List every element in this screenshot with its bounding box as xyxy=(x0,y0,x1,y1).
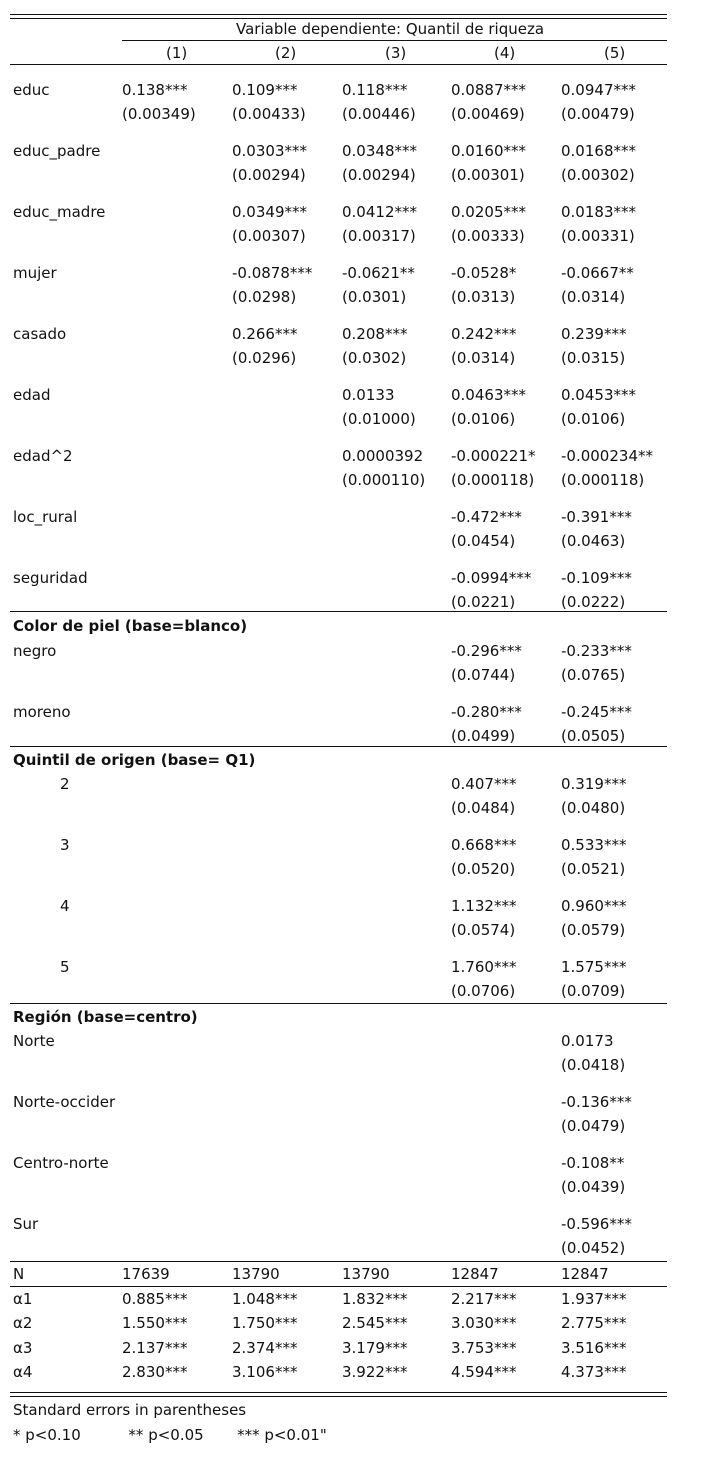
coef-cell: 0.0453*** xyxy=(561,386,636,404)
se-cell: (0.0296) xyxy=(232,349,297,367)
se-cell: (0.0706) xyxy=(451,982,516,1000)
row-label: educ_madre xyxy=(13,203,106,221)
column-header-1: (1) xyxy=(166,44,188,62)
se-cell: (0.0709) xyxy=(561,982,626,1000)
coef-cell: 0.668*** xyxy=(451,836,517,854)
se-cell: (0.0301) xyxy=(342,288,407,306)
coef-cell: 0.0183*** xyxy=(561,203,636,221)
se-cell: (0.0418) xyxy=(561,1056,626,1074)
coef-cell: 0.118*** xyxy=(342,81,408,99)
stat-label: α2 xyxy=(13,1314,33,1332)
coef-cell: 0.109*** xyxy=(232,81,298,99)
coef-cell: -0.108** xyxy=(561,1154,625,1172)
row-label: 4 xyxy=(60,897,70,915)
coef-cell: 0.0205*** xyxy=(451,203,526,221)
stats-n-rule xyxy=(10,1286,667,1287)
stat-value: 4.373*** xyxy=(561,1363,627,1381)
column-header-4: (4) xyxy=(494,44,516,62)
stat-label: N xyxy=(13,1265,25,1283)
row-label: negro xyxy=(13,642,57,660)
stat-value: 12847 xyxy=(451,1265,499,1283)
se-cell: (0.0744) xyxy=(451,666,516,684)
coef-cell: -0.000221* xyxy=(451,447,536,465)
coef-cell: 0.0168*** xyxy=(561,142,636,160)
stat-value: 2.374*** xyxy=(232,1338,298,1357)
stats-rule xyxy=(10,1261,667,1262)
se-cell: (0.00331) xyxy=(561,227,635,245)
notes-line-1: Standard errors in parentheses xyxy=(13,1401,247,1419)
se-cell: (0.00301) xyxy=(451,166,525,184)
top-double-rule-1 xyxy=(10,14,667,15)
row-label: Centro-norte xyxy=(13,1154,109,1172)
coef-cell: 0.138*** xyxy=(122,81,188,99)
row-label: casado xyxy=(13,325,67,343)
column-header-5: (5) xyxy=(604,44,626,62)
se-cell: (0.000118) xyxy=(451,471,535,489)
coef-cell: 0.533*** xyxy=(561,836,627,854)
se-cell: (0.0314) xyxy=(451,349,516,367)
se-cell: (0.00469) xyxy=(451,105,525,123)
stat-value: 0.885*** xyxy=(122,1289,188,1308)
stat-label: α3 xyxy=(13,1338,33,1357)
section-rule-quintil xyxy=(10,746,667,747)
coef-cell: 0.960*** xyxy=(561,897,627,915)
coef-cell: -0.0878*** xyxy=(232,264,313,282)
se-cell: (0.00433) xyxy=(232,105,306,123)
se-cell: (0.00294) xyxy=(342,166,416,184)
row-label: educ xyxy=(13,81,50,99)
header-rule xyxy=(10,64,667,65)
se-cell: (0.0222) xyxy=(561,593,626,611)
row-label: educ_padre xyxy=(13,142,101,160)
se-cell: (0.00479) xyxy=(561,105,635,123)
stat-value: 3.179*** xyxy=(342,1338,408,1357)
se-cell: (0.0499) xyxy=(451,727,516,745)
coef-cell: 0.0160*** xyxy=(451,142,526,160)
se-cell: (0.00307) xyxy=(232,227,306,245)
stat-value: 1.750*** xyxy=(232,1314,298,1332)
coef-cell: 0.0303*** xyxy=(232,142,307,160)
stat-label: α4 xyxy=(13,1363,33,1381)
se-cell: (0.0765) xyxy=(561,666,626,684)
coef-cell: -0.0621** xyxy=(342,264,415,282)
stat-value: 17639 xyxy=(122,1265,170,1283)
se-cell: (0.00317) xyxy=(342,227,416,245)
stat-value: 13790 xyxy=(342,1265,390,1283)
se-cell: (0.0520) xyxy=(451,860,516,878)
coef-cell: 0.242*** xyxy=(451,325,517,343)
notes-line-2: * p<0.10 ** p<0.05 *** p<0.01" xyxy=(13,1426,327,1444)
coef-cell: 0.0412*** xyxy=(342,203,417,221)
stat-value: 2.775*** xyxy=(561,1314,627,1332)
coef-cell: -0.136*** xyxy=(561,1093,632,1111)
se-cell: (0.000110) xyxy=(342,471,426,489)
coef-cell: 1.132*** xyxy=(451,897,517,915)
title-rule xyxy=(122,40,667,41)
coef-cell: -0.280*** xyxy=(451,703,522,721)
se-cell: (0.00446) xyxy=(342,105,416,123)
stat-value: 1.832*** xyxy=(342,1289,408,1308)
column-header-2: (2) xyxy=(275,44,297,62)
stat-value: 3.922*** xyxy=(342,1363,408,1381)
row-label: edad^2 xyxy=(13,447,73,465)
coef-cell: -0.472*** xyxy=(451,508,522,526)
coef-cell: 0.0000392 xyxy=(342,447,424,465)
section-title-region: Región (base=centro) xyxy=(13,1008,198,1026)
coef-cell: -0.0667** xyxy=(561,264,634,282)
coef-cell: 0.0947*** xyxy=(561,81,636,99)
coef-cell: -0.245*** xyxy=(561,703,632,721)
se-cell: (0.0479) xyxy=(561,1117,626,1135)
row-label: seguridad xyxy=(13,569,88,587)
coef-cell: 0.208*** xyxy=(342,325,408,343)
row-label: mujer xyxy=(13,264,57,282)
stat-label: α1 xyxy=(13,1289,33,1308)
se-cell: (0.00302) xyxy=(561,166,635,184)
stat-value: 3.030*** xyxy=(451,1314,517,1332)
coef-cell: -0.109*** xyxy=(561,569,632,587)
se-cell: (0.00333) xyxy=(451,227,525,245)
stat-value: 1.048*** xyxy=(232,1289,298,1308)
stat-value: 2.545*** xyxy=(342,1314,408,1332)
bottom-double-rule-1 xyxy=(10,1392,667,1393)
coef-cell: 0.266*** xyxy=(232,325,298,343)
coef-cell: 0.0349*** xyxy=(232,203,307,221)
coef-cell: 0.0173 xyxy=(561,1032,614,1050)
se-cell: (0.01000) xyxy=(342,410,416,428)
coef-cell: 1.760*** xyxy=(451,958,517,976)
se-cell: (0.0221) xyxy=(451,593,516,611)
stat-value: 3.516*** xyxy=(561,1338,627,1357)
row-label: Sur xyxy=(13,1215,39,1233)
se-cell: (0.0480) xyxy=(561,799,626,817)
row-label: Norte-occider xyxy=(13,1093,116,1111)
coef-cell: -0.233*** xyxy=(561,642,632,660)
coef-cell: -0.000234** xyxy=(561,447,653,465)
row-label: Norte xyxy=(13,1032,55,1050)
coef-cell: 0.407*** xyxy=(451,775,517,793)
se-cell: (0.0521) xyxy=(561,860,626,878)
stat-value: 4.594*** xyxy=(451,1363,517,1381)
se-cell: (0.0298) xyxy=(232,288,297,306)
se-cell: (0.0313) xyxy=(451,288,516,306)
se-cell: (0.0484) xyxy=(451,799,516,817)
coef-cell: 0.0887*** xyxy=(451,81,526,99)
row-label: loc_rural xyxy=(13,508,78,526)
section-title-piel: Color de piel (base=blanco) xyxy=(13,617,248,635)
se-cell: (0.000118) xyxy=(561,471,645,489)
row-label: moreno xyxy=(13,703,71,721)
stat-value: 3.753*** xyxy=(451,1338,517,1357)
coef-cell: -0.0994*** xyxy=(451,569,532,587)
row-label: edad xyxy=(13,386,51,404)
se-cell: (0.0302) xyxy=(342,349,407,367)
se-cell: (0.0315) xyxy=(561,349,626,367)
coef-cell: -0.296*** xyxy=(451,642,522,660)
section-rule-region xyxy=(10,1003,667,1004)
stat-value: 3.106*** xyxy=(232,1363,298,1381)
top-double-rule-2 xyxy=(10,18,667,19)
se-cell: (0.0579) xyxy=(561,921,626,939)
coef-cell: 0.239*** xyxy=(561,325,627,343)
row-label: 3 xyxy=(60,836,70,854)
stat-value: 13790 xyxy=(232,1265,280,1283)
stat-value: 2.217*** xyxy=(451,1289,517,1308)
se-cell: (0.0454) xyxy=(451,532,516,550)
se-cell: (0.0452) xyxy=(561,1239,626,1257)
coef-cell: -0.596*** xyxy=(561,1215,632,1233)
section-title-quintil: Quintil de origen (base= Q1) xyxy=(13,751,256,769)
stat-value: 12847 xyxy=(561,1265,609,1283)
se-cell: (0.0505) xyxy=(561,727,626,745)
se-cell: (0.0463) xyxy=(561,532,626,550)
dependent-variable-title: Variable dependiente: Quantil de riqueza xyxy=(236,20,545,38)
coef-cell: 0.0463*** xyxy=(451,386,526,404)
se-cell: (0.0439) xyxy=(561,1178,626,1196)
coef-cell: 0.319*** xyxy=(561,775,627,793)
se-cell: (0.0574) xyxy=(451,921,516,939)
coef-cell: 0.0348*** xyxy=(342,142,417,160)
row-label: 5 xyxy=(60,958,70,976)
section-rule-piel xyxy=(10,611,667,612)
stat-value: 2.137*** xyxy=(122,1338,188,1357)
bottom-double-rule-2 xyxy=(10,1396,667,1397)
row-label: 2 xyxy=(60,775,70,793)
column-header-3: (3) xyxy=(385,44,407,62)
se-cell: (0.00349) xyxy=(122,105,196,123)
coef-cell: 1.575*** xyxy=(561,958,627,976)
se-cell: (0.0106) xyxy=(451,410,516,428)
stat-value: 1.937*** xyxy=(561,1289,627,1308)
coef-cell: -0.0528* xyxy=(451,264,517,282)
se-cell: (0.0106) xyxy=(561,410,626,428)
coef-cell: -0.391*** xyxy=(561,508,632,526)
se-cell: (0.00294) xyxy=(232,166,306,184)
stat-value: 2.830*** xyxy=(122,1363,188,1381)
se-cell: (0.0314) xyxy=(561,288,626,306)
coef-cell: 0.0133 xyxy=(342,386,395,404)
stat-value: 1.550*** xyxy=(122,1314,188,1332)
